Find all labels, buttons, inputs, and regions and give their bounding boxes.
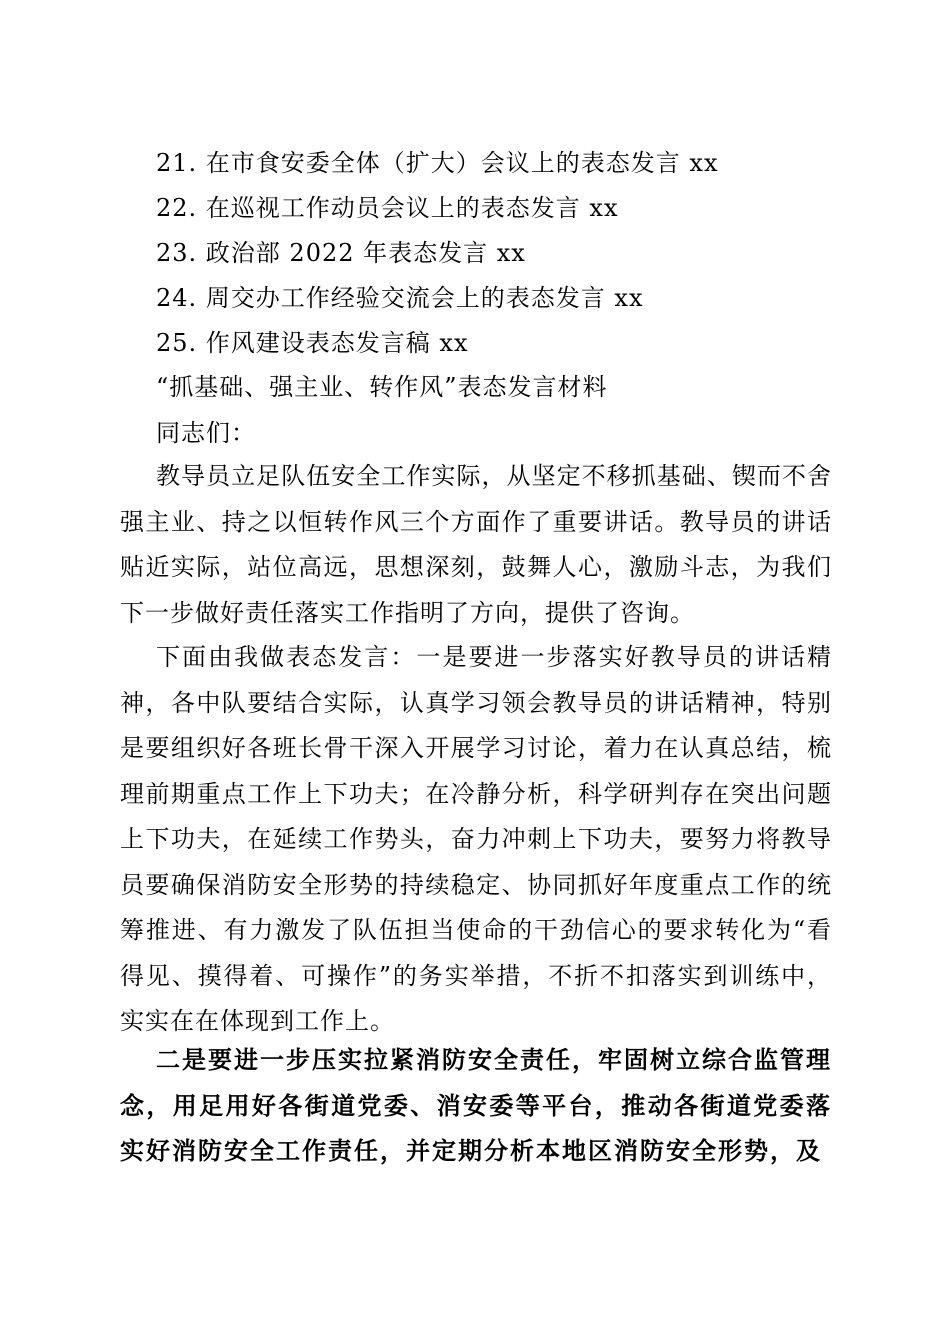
list-item: 25. 作风建设表态发言稿 xx: [156, 329, 469, 357]
body-paragraph-bold: 二是要进一步压实拉紧消防安全责任，牢固树立综合监管理念，用足用好各街道党委、消安委等平台，推动各街道党委落实好消防安全工作责任，并定期分析本地区消防安全形势，及: [120, 1045, 832, 1165]
list-item: 22. 在巡视工作动员会议上的表态发言 xx: [156, 194, 619, 222]
salutation: 同志们：: [156, 419, 256, 447]
list-item: 23. 政治部 2022 年表态发言 xx: [156, 239, 526, 267]
document-title: “抓基础、强主业、转作风”表态发言材料: [156, 373, 608, 401]
list-item: 24. 周交办工作经验交流会上的表态发言 xx: [156, 284, 644, 312]
body-paragraph: 教导员立足队伍安全工作实际，从坚定不移抓基础、锲而不舍强主业、持之以恒转作风三个方面作了重要讲话。教导员的讲话贴近实际，站位高远，思想深刻，鼓舞人心，激励斗志，为我们下一步做好责任落实工作指明了方向，提供了咨询。: [120, 462, 832, 627]
list-item: 21. 在市食安委全体（扩大）会议上的表态发言 xx: [156, 149, 719, 177]
body-paragraph: 下面由我做表态发言：一是要进一步落实好教导员的讲话精神，各中队要结合实际，认真学习领会教导员的讲话精神，特别是要组织好各班长骨干深入开展学习讨论，着力在认真总结，梳理前期重点工作上下功夫；在冷静分析，科学研判存在突出问题上下功夫，在延续工作势头，奋力冲刺上下功夫，要努力将教导员要确保消防安全形势的持续稳定、协同抓好年度重点工作的统筹推进、有力激发了队伍担当使命的干劲信心的要求转化为“看得见、摸得着、可操作”的务实举措，不折不扣落实到训练中，实实在在体现到工作上。: [120, 643, 832, 1035]
